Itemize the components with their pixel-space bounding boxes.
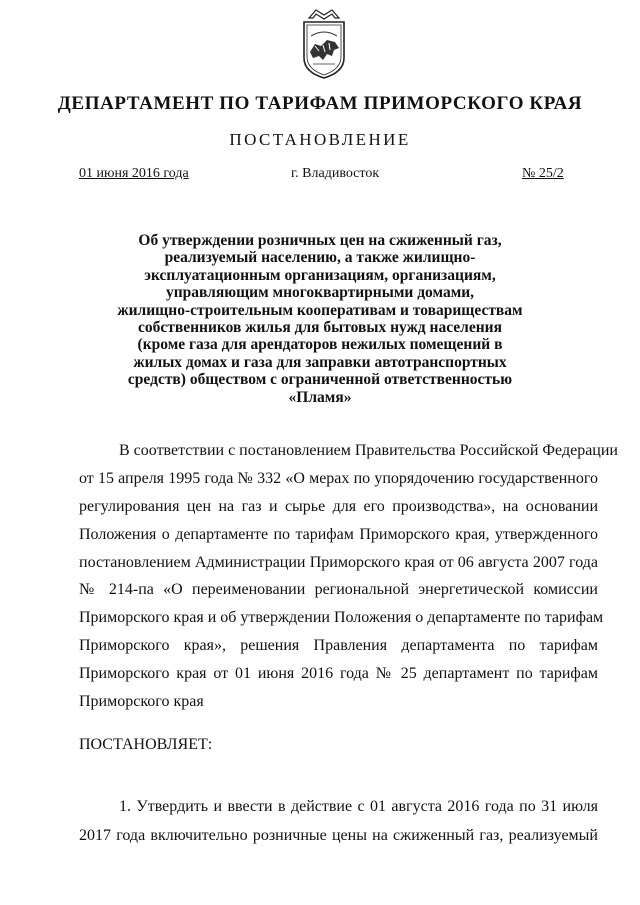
- document-subject: [100, 232, 540, 406]
- preamble-line: Приморского края от 01 июня 2016 года № 25 департамент по тарифам: [79, 665, 598, 683]
- preamble-line: от 15 апреля 1995 года № 332 «О мерах по упорядочению государственного: [79, 469, 598, 487]
- subject-line: (кроме газа для арендаторов нежилых помещений в: [137, 336, 503, 354]
- preamble-line: № 214-па «О переименовании региональной энергетической комиссии: [79, 581, 598, 599]
- subject-line: управляющим многоквартирными домами,: [165, 284, 475, 302]
- subject-line: жилищно-строительным кооперативам и товариществам: [117, 301, 523, 319]
- preamble-line: регулирования цен на газ и сырье для его производства», на основании: [79, 497, 598, 515]
- document-date: 01 июня 2016 года: [79, 166, 189, 181]
- department-title: ДЕПАРТАМЕНТ ПО ТАРИФАМ ПРИМОРСКОГО КРАЯ: [57, 93, 583, 114]
- subject-line: Об утверждении розничных цен на сжиженный газ,: [138, 232, 502, 249]
- resolve-heading: ПОСТАНОВЛЯЕТ:: [79, 736, 213, 753]
- preamble-line: постановлением Администрации Приморского края от 06 августа 2007 года: [79, 553, 598, 571]
- preamble-line: Положения о департаменте по тарифам Приморского края, утвержденного: [79, 525, 598, 543]
- preamble-line: В соответствии с постановлением Правительства Российской Федерации: [119, 442, 618, 459]
- document-city: г. Владивосток: [291, 166, 380, 181]
- subject-line: собственников жилья для бытовых нужд населения: [138, 319, 502, 337]
- subject-line: эксплуатационным организациям, организациям,: [144, 266, 496, 284]
- document-type: ПОСТАНОВЛЕНИЕ: [229, 130, 411, 149]
- preamble-line: Приморского края: [79, 693, 204, 711]
- preamble-paragraph: [79, 437, 618, 716]
- preamble-line: Приморского края», решения Правления департамента по тарифам: [79, 637, 598, 655]
- clause-1: [79, 792, 598, 850]
- subject-line: реализуемый населению, а также жилищно-: [164, 249, 476, 267]
- coat-of-arms-emblem: [299, 6, 349, 80]
- preamble-line: Приморского края и об утверждении Положения о департаменте по тарифам: [79, 609, 604, 627]
- subject-line: средств) обществом с ограниченной ответственностью: [127, 371, 513, 389]
- subject-line: жилых домах и газа для заправки автотранспортных: [133, 353, 507, 371]
- document-number: № 25/2: [522, 166, 564, 181]
- subject-line: «Пламя»: [288, 388, 352, 406]
- clause-line: 1. Утвердить и ввести в действие с 01 августа 2016 года по 31 июля: [119, 798, 598, 815]
- clause-line: 2017 года включительно розничные цены на сжиженный газ, реализуемый: [79, 827, 598, 844]
